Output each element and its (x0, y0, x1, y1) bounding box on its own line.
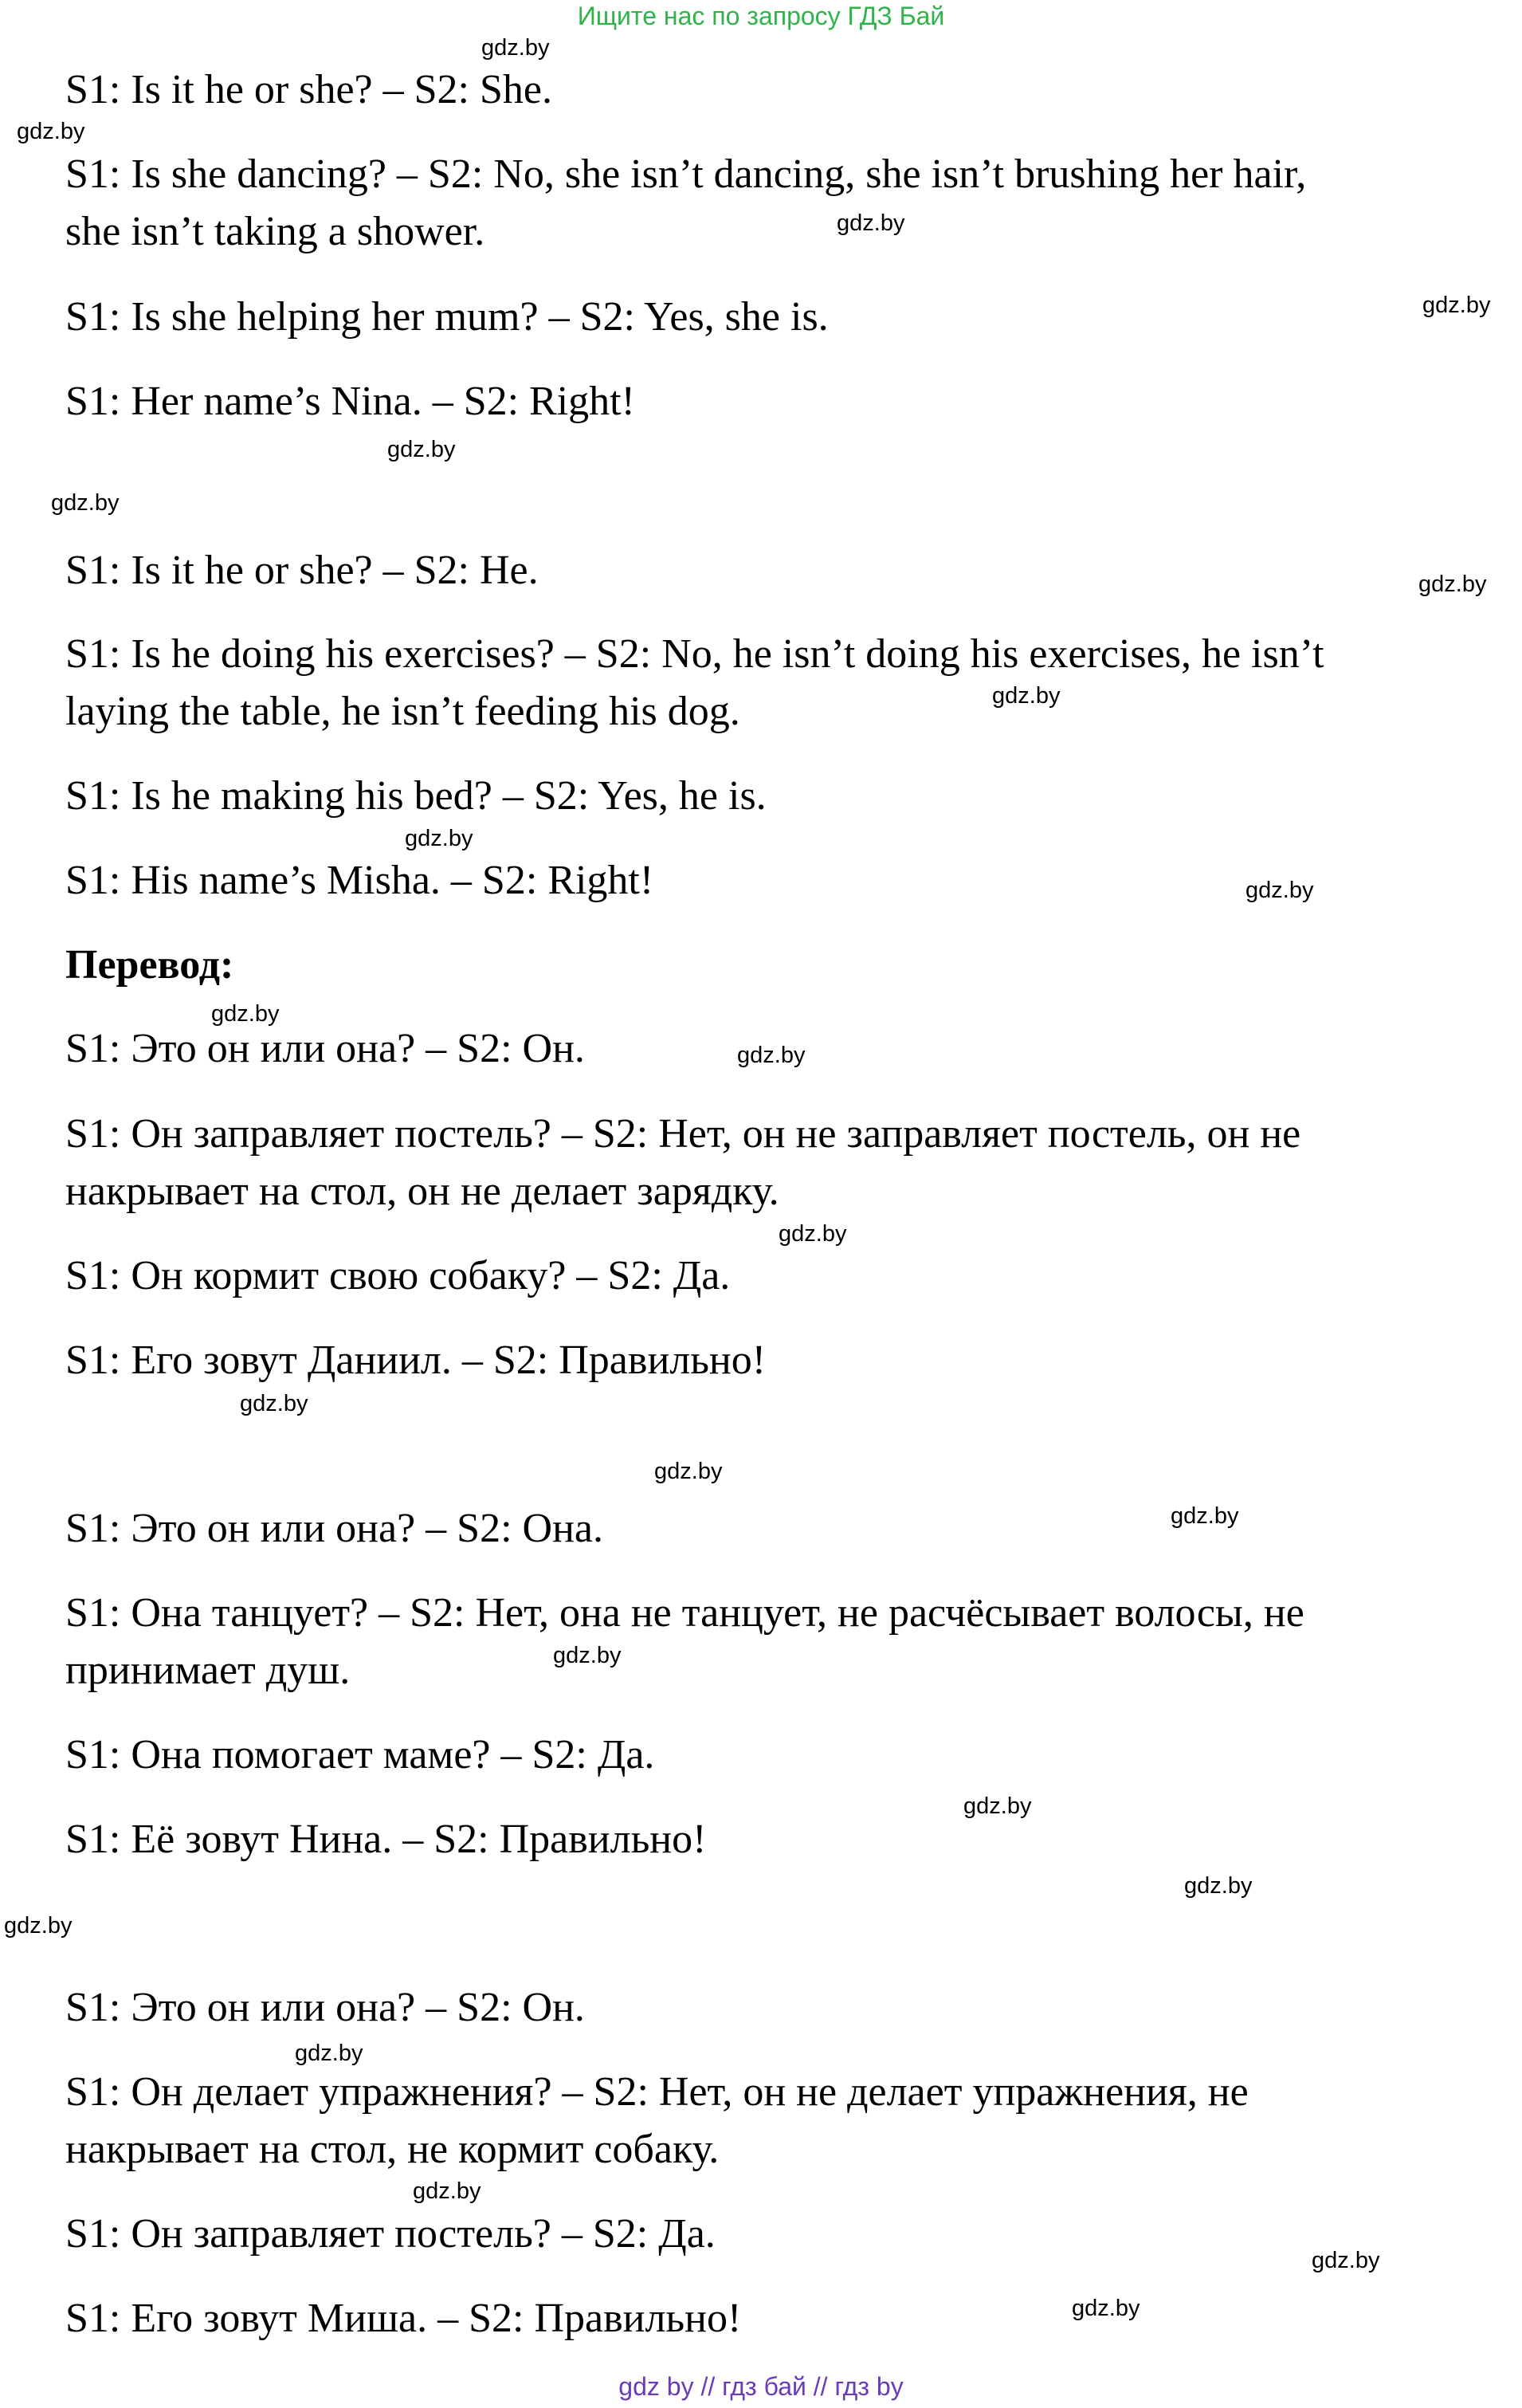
watermark: gdz.by (1184, 1873, 1253, 1899)
dialogue-line-en-2: S1: Is she dancing? – S2: No, she isn’t dancing, she isn’t brushing her hair, (65, 151, 1307, 197)
watermark: gdz.by (4, 1913, 73, 1939)
dialogue-line-ru-6: S1: Это он или она? – S2: Она. (65, 1506, 603, 1551)
dialogue-line-ru-7: S1: Она танцует? – S2: Нет, она не танцует, не расчёсывает волосы, не (65, 1590, 1304, 1636)
watermark: gdz.by (240, 1391, 308, 1416)
dialogue-line-ru-5: S1: Его зовут Даниил. – S2: Правильно! (65, 1338, 767, 1383)
dialogue-line-ru-3: накрывает на стол, он не делает зарядку. (65, 1169, 779, 1214)
watermark: gdz.by (779, 1221, 847, 1247)
dialogue-line-en-8: laying the table, he isn’t feeding his dog. (65, 689, 740, 734)
top-search-banner[interactable]: Ищите нас по запросу ГДЗ Бай (577, 2, 945, 30)
dialogue-line-ru-4: S1: Он кормит свою собаку? – S2: Да. (65, 1253, 731, 1298)
dialogue-line-ru-10: S1: Её зовут Нина. – S2: Правильно! (65, 1817, 707, 1862)
watermark: gdz.by (1312, 2248, 1380, 2273)
dialogue-line-en-4: S1: Is she helping her mum? – S2: Yes, she is. (65, 294, 829, 340)
dialogue-line-ru-2: S1: Он заправляет постель? – S2: Нет, он не заправляет постель, он не (65, 1111, 1301, 1157)
watermark: gdz.by (737, 1043, 806, 1068)
dialogue-line-en-5: S1: Her name’s Nina. – S2: Right! (65, 379, 635, 424)
watermark: gdz.by (1418, 572, 1487, 597)
watermark: gdz.by (837, 210, 905, 236)
watermark: gdz.by (17, 119, 85, 144)
dialogue-line-ru-11: S1: Это он или она? – S2: Он. (65, 1985, 585, 2030)
dialogue-line-ru-1: S1: Это он или она? – S2: Он. (65, 1026, 585, 1071)
translation-heading: Перевод: (65, 942, 234, 988)
dialogue-line-ru-12: S1: Он делает упражнения? – S2: Нет, он не делает упражнения, не (65, 2069, 1249, 2115)
dialogue-line-ru-15: S1: Его зовут Миша. – S2: Правильно! (65, 2296, 742, 2341)
watermark: gdz.by (1422, 293, 1491, 318)
dialogue-line-en-7: S1: Is he doing his exercises? – S2: No, he isn’t doing his exercises, he isn’t (65, 631, 1324, 677)
watermark: gdz.by (553, 1643, 622, 1668)
watermark: gdz.by (992, 683, 1061, 709)
watermark: gdz.by (1245, 878, 1314, 903)
dialogue-line-en-1: S1: Is it he or she? – S2: She. (65, 67, 552, 112)
dialogue-line-en-3: she isn’t taking a shower. (65, 209, 485, 254)
dialogue-line-ru-8: принимает душ. (65, 1648, 351, 1693)
watermark: gdz.by (413, 2178, 481, 2204)
dialogue-line-ru-13: накрывает на стол, не кормит собаку. (65, 2127, 720, 2172)
watermark: gdz.by (963, 1793, 1032, 1819)
dialogue-line-en-9: S1: Is he making his bed? – S2: Yes, he is. (65, 773, 767, 819)
dialogue-line-en-10: S1: His name’s Misha. – S2: Right! (65, 858, 654, 903)
watermark: gdz.by (654, 1459, 723, 1484)
watermark: gdz.by (211, 1001, 280, 1027)
watermark: gdz.by (481, 35, 550, 61)
dialogue-line-ru-14: S1: Он заправляет постель? – S2: Да. (65, 2211, 716, 2257)
dialogue-line-en-6: S1: Is it he or she? – S2: He. (65, 548, 539, 593)
watermark: gdz.by (387, 437, 456, 462)
watermark: gdz.by (405, 826, 473, 851)
watermark: gdz.by (51, 490, 120, 516)
footer-links[interactable]: gdz by // гдз бай // гдз by (618, 2372, 904, 2401)
watermark: gdz.by (1072, 2296, 1140, 2321)
watermark: gdz.by (1171, 1503, 1239, 1529)
watermark: gdz.by (295, 2041, 363, 2066)
dialogue-line-ru-9: S1: Она помогает маме? – S2: Да. (65, 1732, 655, 1778)
